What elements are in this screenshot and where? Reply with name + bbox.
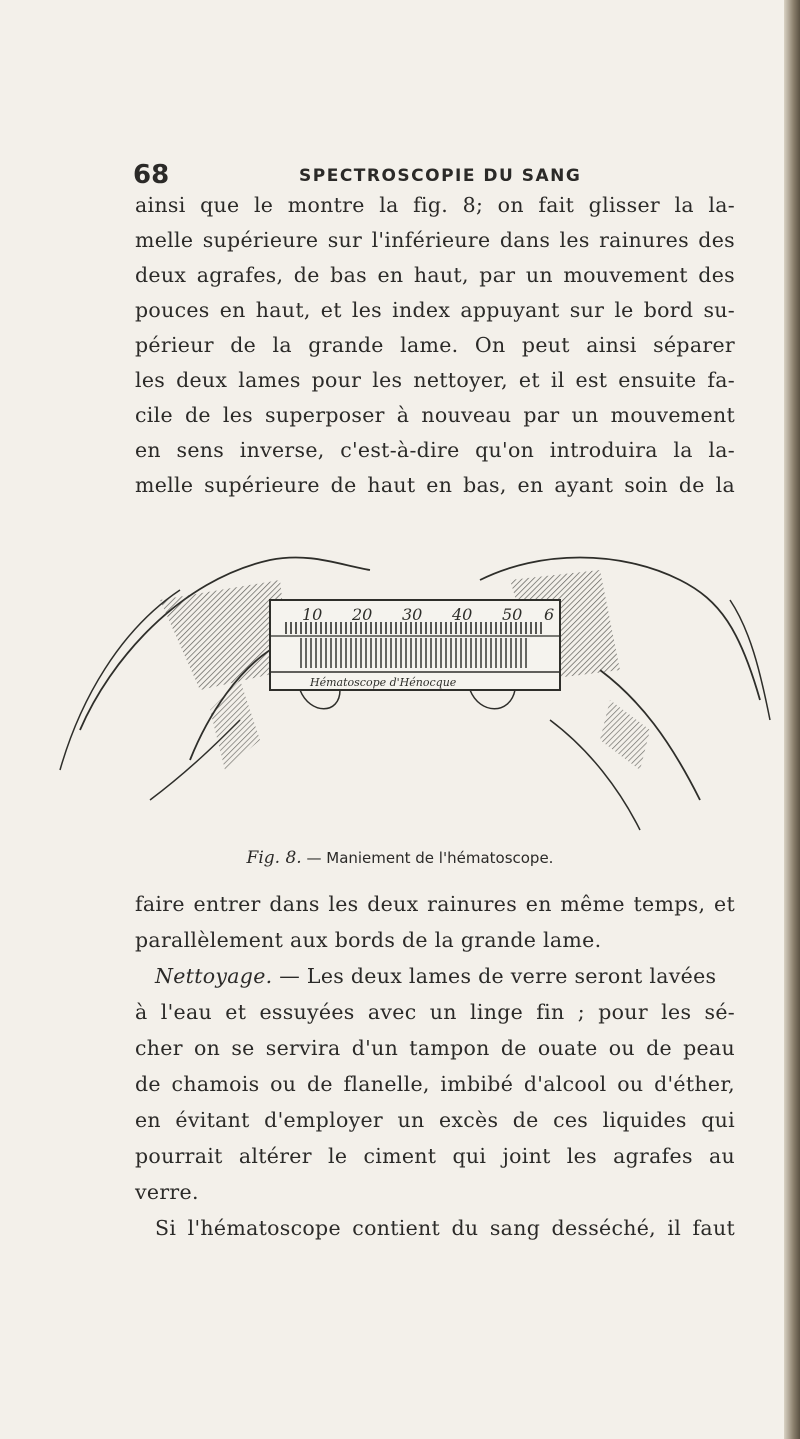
text-line: les deux lames pour les nettoyer, et il est ensuite fa-: [135, 368, 735, 392]
paragraph-2: [135, 886, 735, 1246]
text-line: de chamois ou de flanelle, imbibé d'alcool ou d'éther,: [135, 1072, 735, 1096]
text-line: melle supérieure sur l'inférieure dans les rainures des: [135, 228, 735, 252]
text-line: ainsi que le montre la fig. 8; on fait glisser la la-: [135, 193, 735, 217]
text-line: cile de les superposer à nouveau par un mouvement: [135, 403, 735, 427]
text-line: parallèlement aux bords de la grande lame.: [135, 928, 602, 952]
left-hand-shading: [210, 680, 260, 770]
slide-ruling: [300, 638, 530, 668]
slide-inscription: Hématoscope d'Hénocque: [310, 676, 457, 689]
scale-label: 20: [352, 605, 373, 624]
text-line: à l'eau et essuyées avec un linge fin ; pour les sé-: [135, 1000, 735, 1024]
text-fragment: — Les deux lames de verre seront lavées: [272, 964, 717, 988]
text-line: deux agrafes, de bas en haut, par un mouvement des: [135, 263, 735, 287]
clip-outline: [300, 690, 340, 709]
text-line: verre.: [135, 1180, 199, 1204]
paragraph-1: [135, 188, 735, 503]
text-line: en sens inverse, c'est-à-dire qu'on introduira la la-: [135, 438, 735, 462]
text-line: Si l'hématoscope contient du sang desséché, il faut: [155, 1216, 735, 1240]
section-heading: Nettoyage.: [155, 964, 273, 988]
scale-label: 40: [452, 605, 473, 624]
figure-caption: [0, 848, 800, 868]
scale-label: 10: [302, 605, 323, 624]
page-number: 68: [133, 160, 170, 190]
text-line: en évitant d'employer un excès de ces liquides qui: [135, 1108, 735, 1132]
text-line: pourrait altérer le ciment qui joint les agrafes au: [135, 1144, 735, 1168]
text-line: périeur de la grande lame. On peut ainsi séparer: [135, 333, 735, 357]
scale-label: 6: [544, 605, 555, 624]
figure-caption-text: — Maniement de l'hématoscope.: [306, 849, 554, 867]
right-hand-outline: [730, 600, 770, 720]
clip-outline: [470, 690, 515, 709]
text-line: pouces en haut, et les index appuyant sur le bord su-: [135, 298, 735, 322]
text-line: faire entrer dans les deux rainures en même temps, et: [135, 892, 735, 916]
page-edge: [784, 0, 800, 1439]
text-line: [135, 958, 735, 994]
hematoscope-illustration: [40, 540, 780, 860]
scale-label: 50: [502, 605, 523, 624]
text-line: melle supérieure de haut en bas, en ayant soin de la: [135, 473, 735, 497]
figure-label: Fig. 8.: [246, 848, 302, 868]
scale-label: 30: [402, 605, 423, 624]
running-title: SPECTROSCOPIE DU SANG: [299, 166, 582, 186]
text-line: cher on se servira d'un tampon de ouate ou de peau: [135, 1036, 735, 1060]
